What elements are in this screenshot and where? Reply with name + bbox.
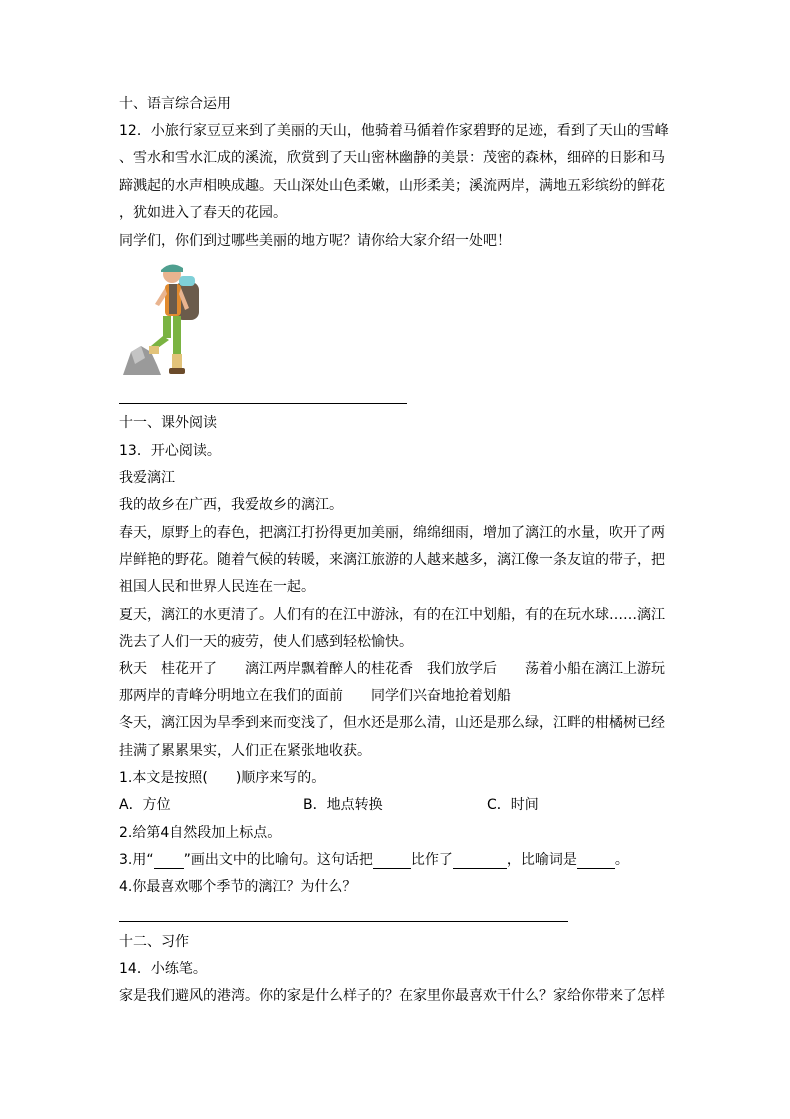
sub-question-3-part-b: ”画出文中的比喻句。这句话把 (183, 852, 373, 868)
passage-paragraph-4-line-1: 秋天 桂花开了 漓江两岸飘着醉人的桂花香 我们放学后 荡着小船在漓江上游玩 (119, 661, 665, 677)
q14-text-line-1: 家是我们避风的港湾。你的家是什么样子的？在家里你最喜欢干什么？家给你带来了怎样 (119, 988, 665, 1004)
sub-question-2: 2.给第4自然段加上标点。 (119, 825, 282, 841)
sub-question-3-part-a: 3.用“ (119, 852, 154, 868)
passage-paragraph-1: 我的故乡在广西，我爱故乡的漓江。 (119, 497, 343, 513)
sub-question-3 (119, 851, 629, 869)
passage-paragraph-3-line-2: 洗去了人们一天的疲劳，使人们感到轻松愉快。 (119, 634, 413, 650)
option-a[interactable]: A．方位 (119, 797, 171, 813)
passage-paragraph-5-line-1: 冬天，漓江因为旱季到来而变浅了，但水还是那么清，山还是那么绿，江畔的柑橘树已经 (119, 715, 665, 731)
passage-title: 我爱漓江 (119, 470, 175, 486)
q12-text-line-3: 蹄溅起的水声相映成趣。天山深处山色柔嫩，山形柔美；溪流两岸，满地五彩缤纷的鲜花 (119, 178, 665, 194)
q14-title: 14．小练笔。 (119, 961, 207, 977)
section-11-heading: 十一、课外阅读 (119, 415, 217, 431)
q12-answer-line[interactable] (119, 403, 407, 404)
blank-object[interactable] (373, 854, 411, 869)
blank-compared-to[interactable] (453, 854, 507, 869)
option-b[interactable]: B．地点转换 (303, 797, 383, 813)
q12-text-line-4: ，犹如进入了春天的花园。 (119, 205, 287, 221)
sub-question-3-part-e: 。 (614, 852, 629, 868)
section-10-heading: 十、语言综合运用 (119, 96, 231, 112)
blank-metaphor-word[interactable] (577, 854, 615, 869)
sub-question-3-part-c: 比作了 (410, 852, 453, 868)
sub-question-4: 4.你最喜欢哪个季节的漓江？为什么？ (119, 879, 357, 895)
sub-question-4-answer-line[interactable] (119, 921, 568, 922)
hiker-illustration (121, 260, 207, 378)
passage-paragraph-2-line-1: 春天，原野上的春色，把漓江打扮得更加美丽，绵绵细雨，增加了漓江的水量，吹开了两 (119, 525, 665, 541)
passage-paragraph-3-line-1: 夏天，漓江的水更清了。人们有的在江中游泳，有的在江中划船，有的在玩水球……漓江 (119, 607, 665, 623)
section-12-heading: 十二、习作 (119, 934, 189, 950)
option-c[interactable]: C．时间 (487, 797, 539, 813)
q12-text-line-2: 、雪水和雪水汇成的溪流，欣赏到了天山密林幽静的美景：茂密的森林，细碎的日影和马 (119, 150, 665, 166)
passage-paragraph-5-line-2: 挂满了累累果实，人们正在紧张地收获。 (119, 743, 371, 759)
passage-paragraph-4-line-2: 那两岸的青峰分明地立在我们的面前 同学们兴奋地抢着划船 (119, 688, 511, 704)
underline-sample (154, 854, 184, 869)
sub-question-3-part-d: ，比喻词是 (506, 852, 577, 868)
sub-question-1-options (119, 796, 539, 814)
q13-title: 13．开心阅读。 (119, 443, 221, 459)
q12-prompt: 同学们，你们到过哪些美丽的地方呢？请你给大家介绍一处吧！ (119, 233, 511, 249)
sub-question-1: 1.本文是按照( )顺序来写的。 (119, 770, 326, 786)
passage-paragraph-2-line-2: 岸鲜艳的野花。随着气候的转暖，来漓江旅游的人越来越多，漓江像一条友谊的带子，把 (119, 552, 665, 568)
passage-paragraph-2-line-3: 祖国人民和世界人民连在一起。 (119, 579, 315, 595)
q12-text-line-1: 12．小旅行家豆豆来到了美丽的天山，他骑着马循着作家碧野的足迹，看到了天山的雪峰 (119, 123, 669, 139)
